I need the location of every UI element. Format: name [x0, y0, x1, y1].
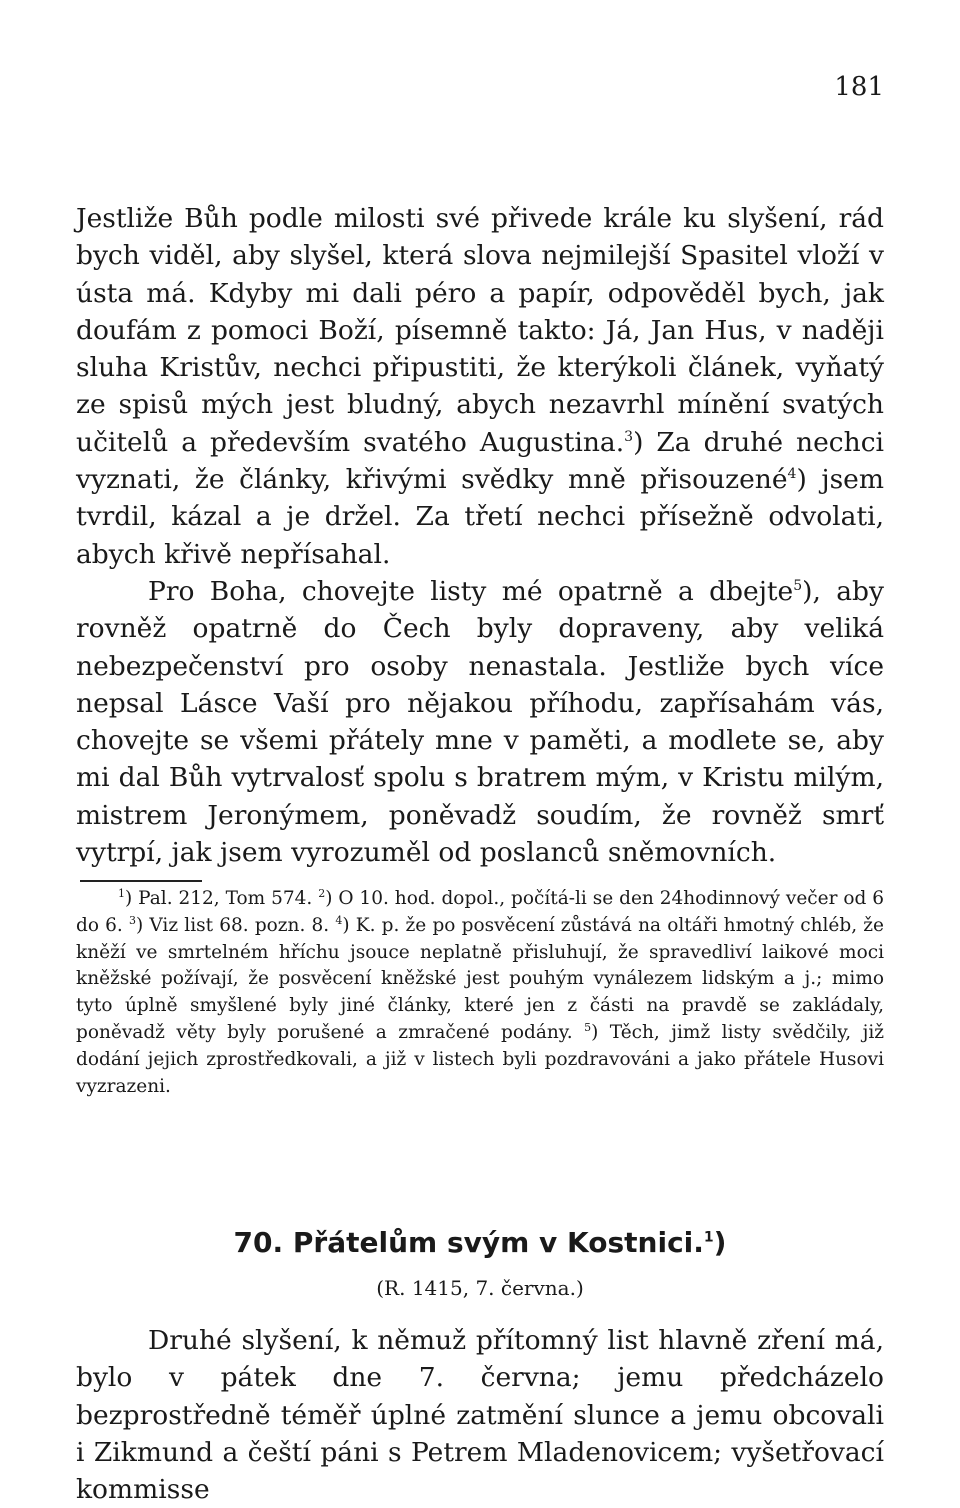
paragraph-text: ) Za druhé nechci vyznati, že články, křivými svědky mně přisouzené [76, 426, 885, 496]
paragraph: Druhé slyšení, k němuž přítomný list hlavně zření má, bylo v pátek dne 7. června; jemu předcházelo bezprostředně téměř úplné zatmění slunce a jemu obcovali i Zikmund a čeští páni s Petrem Mladenovicem; vyšetřovací kommisse [76, 1325, 884, 1506]
footnote-marker: 5 [793, 578, 803, 595]
paragraph-text: ) jsem tvrdil, kázal a je držel. Za třetí nechci přísežně odvolati, abych křivě nepřísahal. [76, 464, 884, 570]
paragraph-text: ), aby rovněž opatrně do Čech byly dopraveny, aby veliká nebezpečenství pro osoby nenastala. Jestliže bych více nepsal Lásce Vaší pro nějakou příhodu, zapřísahám vás, chovejte se všemi přátely mne v paměti, a modlete se, aby mi dal Bůh vytrvalosť spolu s bratrem mým, v Kristu milým, mistrem Jeronýmem, poněvadž soudím, že rovněž smrť vytrpí, jak jsem vyrozuměl od poslanců sněmovních. [76, 575, 884, 869]
footnote-text: ) Těch, jimž listy svědčily, již dodání jejich zprostředkovali, a již v listech byli pozdravováni a jako přátele Husovi vyzrazeni. [76, 1021, 884, 1097]
footnote-number: 5 [584, 1020, 592, 1034]
letter-body [76, 200, 884, 871]
footnote-marker: 4 [787, 466, 797, 483]
footnote-number: 3 [129, 913, 136, 927]
footnote-block [76, 886, 884, 1100]
paragraph-text: Jestliže Bůh podle milosti své přivede krále ku slyšení, rád bych viděl, aby slyšel, která slova nejmilejší Spasitel vloží v ústa má. Kdyby mi dali péro a papír, odpověděl bych, jak doufám z pomoci Boží, písemně takto: Já, Jan Hus, v naději sluha Kristův, nechci připustiti, že kterýkoli článek, vyňatý ze spisů mých jest bludný, abych nezavrhl mínění svatých učitelů a především svatého Augustina. [76, 203, 884, 458]
footnote-text: ) O 10. hod. dopol., počítá-li se den 24hodinnový večer od 6 do 6. [76, 888, 885, 936]
footnote-text: ) K. p. že po posvěcení zůstává na oltáři hmotný chléb, že kněží ve smrtelném hříchu jsouce neplatně přisluhují, že spravedliví laikové moci kněžské požívají, že posvěcení kněžské jest pouhým vynálezem lidským a j.; mimo tyto úplně smyšlené byly jiné články, které jen z části na pravdě se zakládaly, poněvadž věty byly porušené a zmračené podány. [76, 914, 884, 1043]
page-number: 181 [834, 72, 884, 102]
footnote-text: ) Pal. 212, Tom 574. [125, 888, 319, 909]
section-title [76, 1226, 884, 1259]
footnote-marker: 3 [624, 428, 634, 445]
paragraph-text: Pro Boha, chovejte listy mé opatrně a dbejte [148, 575, 794, 607]
section-date: (R. 1415, 7. června.) [376, 1276, 584, 1300]
section-title-paren: ) [713, 1226, 727, 1259]
footnote-divider [80, 880, 202, 882]
paragraph [76, 573, 884, 871]
section-title-text: 70. Přátelům svým v Kostnici. [233, 1226, 704, 1259]
footnotes [76, 886, 884, 1100]
footnote-marker: 1 [703, 1229, 714, 1246]
section-body [76, 1322, 884, 1508]
footnote-text: ) Viz list 68. pozn. 8. [136, 914, 336, 936]
footnote-number: 4 [335, 913, 343, 927]
paragraph [76, 200, 884, 573]
footnote-number: 2 [318, 886, 326, 900]
footnote-number: 1 [118, 886, 125, 900]
